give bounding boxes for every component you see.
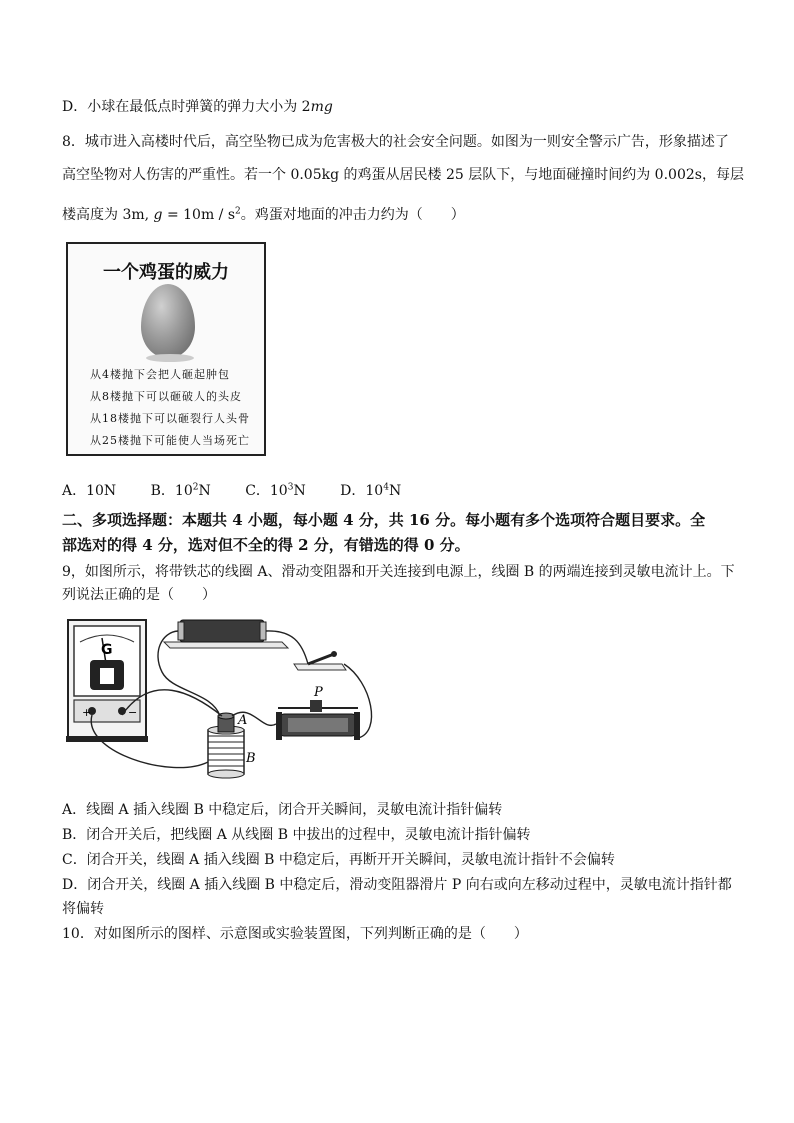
q8-option-c-label: C．10: [245, 483, 288, 499]
q8-options: [62, 480, 431, 500]
q8-line3-a: 楼高度为 3m,: [62, 207, 154, 223]
q8-option-d: [340, 483, 401, 499]
q8-option-b-label: B．10: [150, 483, 193, 499]
poster-line: 从8楼抛下可以砸破人的头皮: [90, 390, 242, 403]
switch: [294, 651, 346, 670]
egg-warning-poster: [66, 242, 266, 456]
coil-a-label: A: [238, 713, 248, 728]
poster-title: 一个鸡蛋的威力: [103, 262, 229, 283]
q8-option-c-unit: N: [293, 483, 306, 499]
minus-label: −: [128, 706, 138, 719]
q7-option-d-text: D．小球在最低点时弹簧的弹力大小为 2: [62, 99, 311, 115]
rheostat: [276, 685, 360, 740]
q9-option-b: B．闭合开关后，把线圈 A 从线圈 B 中拔出的过程中，灵敏电流计指针偏转: [62, 827, 531, 843]
coil-assembly: [208, 713, 256, 778]
egg-image: [141, 284, 195, 358]
q8-line3-g: g: [153, 207, 163, 223]
q8-stem-line2: 高空坠物对人伤害的严重性。若一个 0.05kg 的鸡蛋从居民楼 25 层队下，与地面碰撞时间约为 0.002s，每层: [62, 167, 744, 183]
q10-stem: 10．对如图所示的图样、示意图或实验装置图，下列判断正确的是（ ）: [62, 926, 528, 942]
q7-option-d: [62, 98, 333, 116]
q8-option-d-label: D．10: [340, 483, 384, 499]
galvanometer-label: G: [101, 642, 113, 658]
induction-experiment-figure: [62, 612, 392, 784]
slider-label-p: P: [314, 685, 323, 700]
plus-label: +: [82, 706, 92, 719]
q9-option-c: C．闭合开关，线圈 A 插入线圈 B 中稳定后，再断开开关瞬间，灵敏电流计指针不会偏转: [62, 852, 615, 868]
q8-line3-b: = 10m / s: [162, 207, 236, 223]
coil-b-label: B: [246, 751, 256, 766]
section2-heading-line2: 部选对的得 4 分，选对但不全的得 2 分，有错选的得 0 分。: [62, 536, 470, 554]
poster-line: 从18楼抛下可以砸裂行人头骨: [90, 412, 250, 425]
q8-line3-c: 。鸡蛋对地面的冲击力约为（ ）: [240, 207, 465, 223]
q8-option-b: [151, 483, 211, 499]
q8-option-c-exp: 3: [287, 482, 294, 493]
poster-line: 从25楼抛下可能使人当场死亡: [90, 434, 250, 447]
q8-option-c: [245, 483, 306, 499]
q7-option-d-var: mg: [310, 99, 333, 115]
q8-option-d-exp: 4: [383, 482, 389, 493]
poster-line: 从4楼抛下会把人砸起肿包: [90, 368, 230, 381]
q8-line3-exp: 2: [235, 206, 241, 217]
q9-stem-line2: 列说法正确的是（ ）: [62, 587, 216, 603]
battery: [164, 620, 288, 648]
q8-option-b-unit: N: [198, 483, 211, 499]
q8-option-b-exp: 2: [192, 482, 199, 493]
q9-option-d-line1: D．闭合开关，线圈 A 插入线圈 B 中稳定后，滑动变阻器滑片 P 向右或向左移动过程中，灵敏电流计指针都: [62, 877, 732, 893]
q9-stem-line1: 9，如图所示，将带铁芯的线圈 A、滑动变阻器和开关连接到电源上，线圈 B 的两端连接到灵敏电流计上。下: [62, 564, 735, 580]
q8-stem-line3: [62, 206, 465, 224]
q9-option-a: A．线圈 A 插入线圈 B 中稳定后，闭合开关瞬间，灵敏电流计指针偏转: [62, 802, 503, 818]
egg-shadow: [146, 354, 194, 362]
q8-option-d-unit: N: [388, 483, 402, 499]
q8-option-a: [62, 483, 116, 499]
q9-option-d-line2: 将偏转: [62, 901, 104, 917]
q8-option-a-label: A．10N: [62, 483, 117, 499]
q8-stem-line1: 8．城市进入高楼时代后，高空坠物已成为危害极大的社会安全问题。如图为一则安全警示广告，形象描述了: [62, 134, 729, 150]
section2-heading-line1: 二、多项选择题：本题共 4 小题，每小题 4 分，共 16 分。每小题有多个选项符合题目要求。全: [62, 511, 706, 529]
galvanometer: [66, 620, 148, 742]
